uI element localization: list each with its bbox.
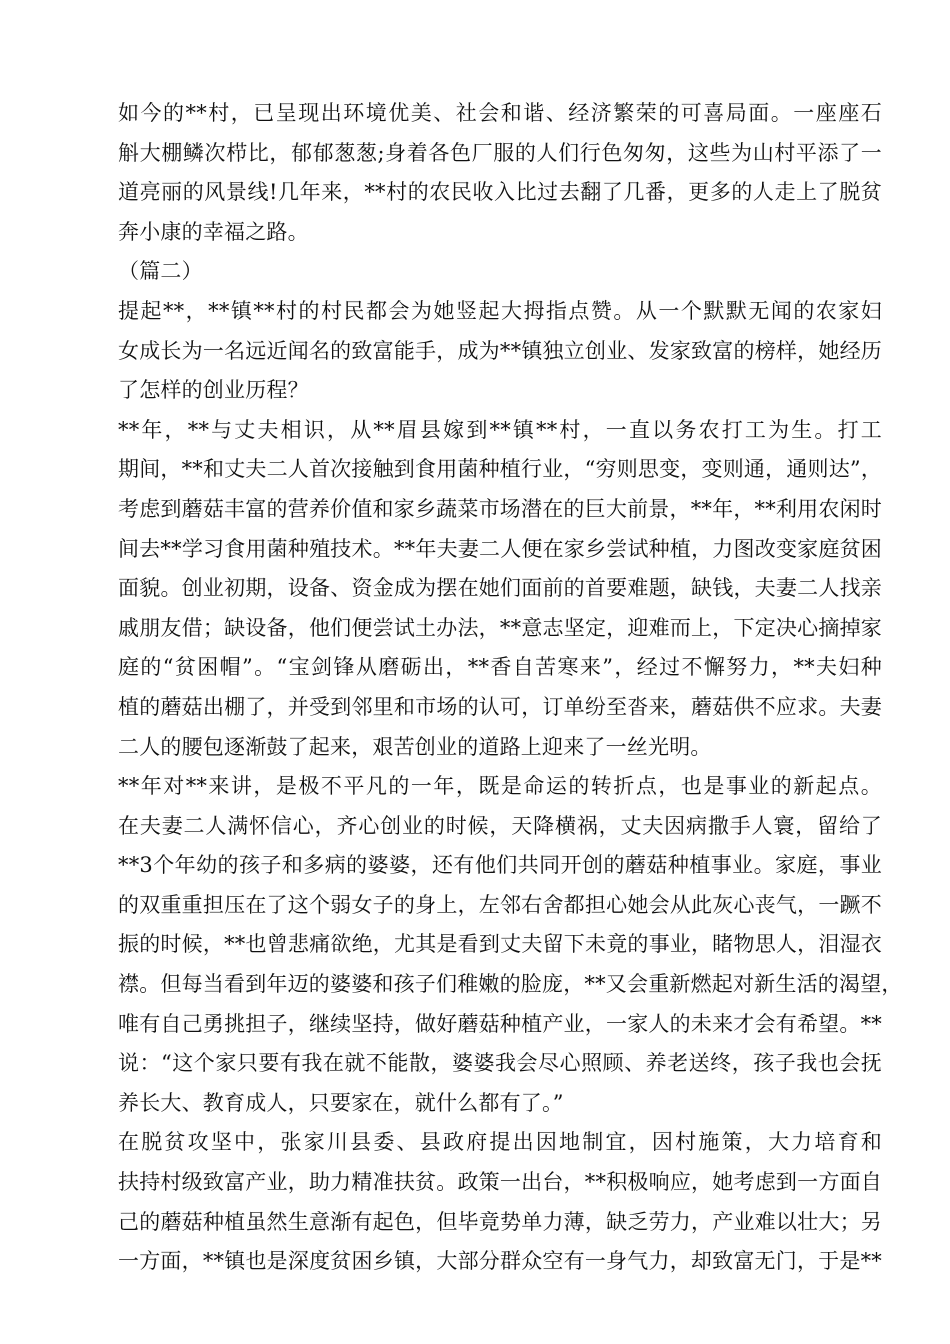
text-line: 戚朋友借；缺设备，他们便尝试土办法，**意志坚定，迎难而上，下定决心摘掉家 <box>118 615 882 640</box>
paragraph-poverty-alleviation <box>118 1123 882 1281</box>
text-line: 在脱贫攻坚中，张家川县委、县政府提出因地制宜，因村施策，大力培育和 <box>118 1130 882 1155</box>
text-line: 期间，**和丈夫二人首次接触到食用菌种植行业，“穷则思变，变则通，通则达”， <box>118 457 883 482</box>
paragraph-intro <box>118 292 882 411</box>
text-line: 奔小康的幸福之路。 <box>118 219 309 244</box>
paragraph-start-business <box>118 411 882 767</box>
text-line: 扶持村级致富产业，助力精准扶贫。政策一出台，**积极响应，她考虑到一方面自 <box>118 1170 882 1195</box>
text-line: 道亮丽的风景线!几年来，**村的农民收入比过去翻了几番，更多的人走上了脱贫 <box>118 180 882 205</box>
text-line: 植的蘑菇出棚了，并受到邻里和市场的认可，订单纷至沓来，蘑菇供不应求。夫妻 <box>118 694 882 719</box>
text-line: 了怎样的创业历程？ <box>118 378 309 403</box>
section-heading <box>118 252 882 292</box>
text-line: **年，**与丈夫相识，从**眉县嫁到**镇**村，一直以务农打工为生。打工 <box>118 417 882 442</box>
text-line: 说：“这个家只要有我在就不能散，婆婆我会尽心照顾、养老送终，孩子我也会抚 <box>118 1051 882 1076</box>
text-line: 襟。但每当看到年迈的婆婆和孩子们稚嫩的脸庞，**又会重新燃起对新生活的渴望， <box>118 972 903 997</box>
text-line: 二人的腰包逐渐鼓了起来，艰苦创业的道路上迎来了一丝光明。 <box>118 734 712 759</box>
text-line: 考虑到蘑菇丰富的营养价值和家乡蔬菜市场潜在的巨大前景，**年，**利用农闲时 <box>118 496 882 521</box>
text-line: **年对**来讲，是极不平凡的一年，既是命运的转折点，也是事业的新起点。 <box>118 774 882 799</box>
text-line: 间去**学习食用菌种殖技术。**年夫妻二人便在家乡尝试种植，力图改变家庭贫困 <box>118 536 882 561</box>
text-line: 一方面，**镇也是深度贫困乡镇，大部分群众空有一身气力，却致富无门，于是** <box>118 1249 882 1274</box>
text-line: 振的时候，**也曾悲痛欲绝，尤其是看到丈夫留下未竟的事业，睹物思人，泪湿衣 <box>118 932 882 957</box>
text-line: 己的蘑菇种植虽然生意渐有起色，但毕竟势单力薄，缺乏劳力，产业难以壮大；另 <box>118 1209 882 1234</box>
document-page <box>118 94 903 1282</box>
text-line: 养长大、教育成人，只要家在，就什么都有了。” <box>118 1090 564 1115</box>
paragraph-turning-point <box>118 767 903 1123</box>
text-line: 提起**，**镇**村的村民都会为她竖起大拇指点赞。从一个默默无闻的农家妇 <box>118 298 882 323</box>
text-line: 在夫妻二人满怀信心，齐心创业的时候，天降横祸，丈夫因病撒手人寰，留给了 <box>118 813 882 838</box>
text-line: 庭的“贫困帽”。“宝剑锋从磨砺出，**香自苦寒来”，经过不懈努力，**夫妇种 <box>118 655 882 680</box>
text-line: 斛大棚鳞次栉比，郁郁葱葱;身着各色厂服的人们行色匆匆，这些为山村平添了一 <box>118 140 882 165</box>
text-line: 面貌。创业初期，设备、资金成为摆在她们面前的首要难题，缺钱，夫妻二人找亲 <box>118 576 882 601</box>
text-line: 唯有自己勇挑担子，继续坚持，做好蘑菇种植产业，一家人的未来才会有希望。** <box>118 1011 882 1036</box>
text-line: 女成长为一名远近闻名的致富能手，成为**镇独立创业、发家致富的榜样，她经历 <box>118 338 882 363</box>
text-line: **3个年幼的孩子和多病的婆婆，还有他们共同开创的蘑菇种植事业。家庭，事业 <box>118 853 882 878</box>
paragraph-village-today <box>118 94 882 252</box>
text-line: 如今的**村，已呈现出环境优美、社会和谐、经济繁荣的可喜局面。一座座石 <box>118 101 882 125</box>
section-title: （篇二） <box>118 259 203 284</box>
text-line: 的双重重担压在了这个弱女子的身上，左邻右舍都担心她会从此灰心丧气，一蹶不 <box>118 892 882 917</box>
